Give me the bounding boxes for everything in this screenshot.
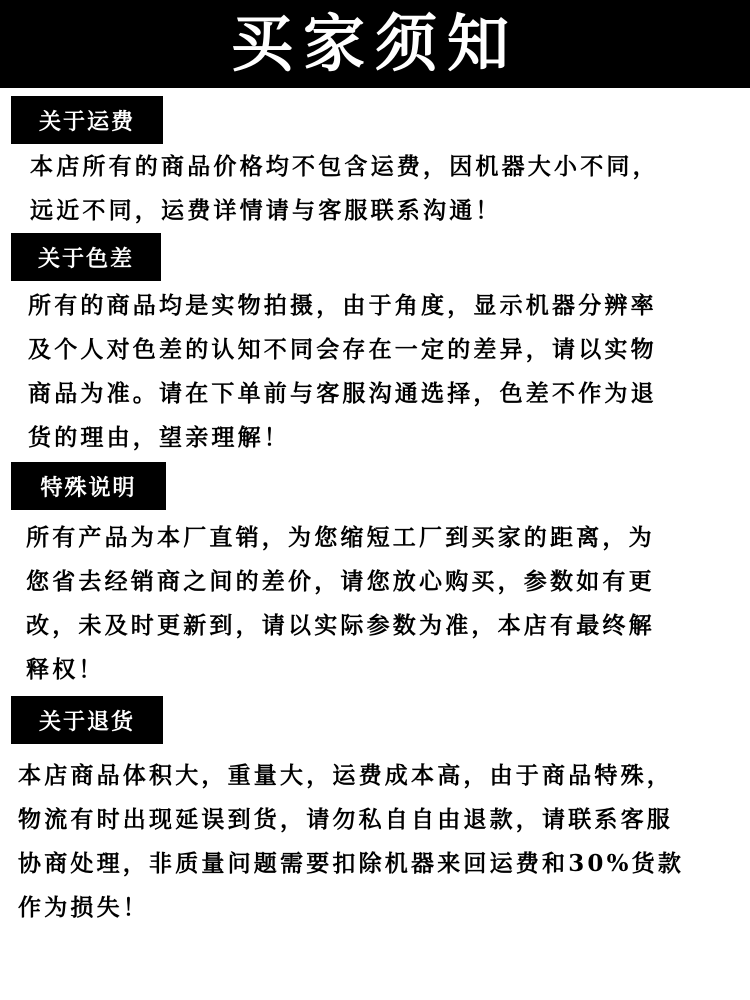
section-heading-special-notes <box>11 462 166 510</box>
section-body-color-difference <box>28 284 657 460</box>
body-line: 货的理由，望亲理解！ <box>28 424 290 451</box>
body-line: 远近不同，运费详情请与客服联系沟通！ <box>30 197 502 224</box>
body-line: 本店商品体积大，重量大，运费成本高，由于商品特殊， <box>18 762 673 789</box>
page-title: 买家须知 <box>230 7 519 80</box>
section-heading-label: 特殊说明 <box>40 474 137 501</box>
section-body-shipping <box>30 145 659 233</box>
body-line: 商品为准。请在下单前与客服沟通选择，色差不作为退 <box>28 380 657 407</box>
body-line: 及个人对色差的认知不同会存在一定的差异，请以实物 <box>28 336 657 363</box>
body-line: 作为损失！ <box>18 894 149 921</box>
section-heading-color-difference <box>11 233 161 281</box>
body-line: 您省去经销商之间的差价，请您放心购买，参数如有更 <box>26 568 655 595</box>
body-line: 改，未及时更新到，请以实际参数为准，本店有最终解 <box>26 612 655 639</box>
body-line: 所有的商品均是实物拍摄，由于角度，显示机器分辨率 <box>28 292 657 319</box>
section-heading-returns <box>11 696 163 744</box>
body-line: 协商处理，非质量问题需要扣除机器来回运费和30%货款 <box>18 850 685 877</box>
section-heading-shipping <box>11 96 163 144</box>
body-line: 物流有时出现延误到货，请勿私自自由退款，请联系客服 <box>18 806 673 833</box>
section-heading-label: 关于退货 <box>38 708 135 735</box>
section-heading-label: 关于运费 <box>38 108 135 135</box>
title-banner <box>0 0 750 88</box>
body-line: 本店所有的商品价格均不包含运费，因机器大小不同， <box>30 153 659 180</box>
body-line: 释权！ <box>26 656 105 683</box>
section-heading-label: 关于色差 <box>37 245 134 272</box>
section-body-returns <box>18 754 684 930</box>
section-body-special-notes <box>26 516 655 692</box>
body-line: 所有产品为本厂直销，为您缩短工厂到买家的距离，为 <box>26 524 655 551</box>
